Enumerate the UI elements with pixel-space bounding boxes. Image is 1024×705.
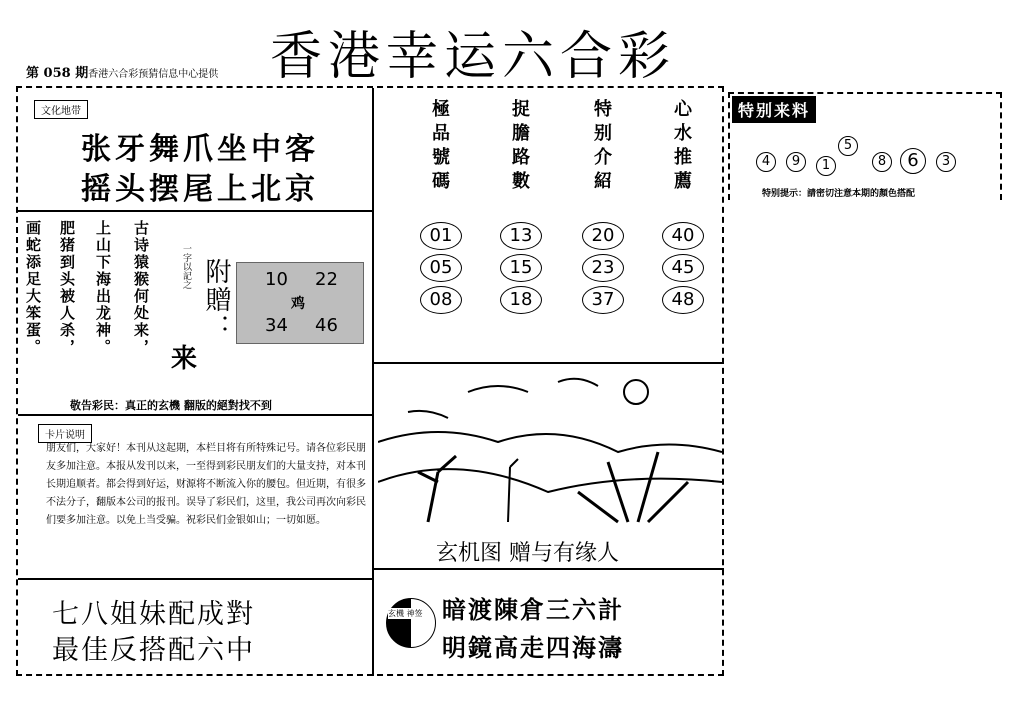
divider-bottom-right [374,568,724,570]
mystery-picture [378,372,722,532]
number-ball: 20 [582,222,624,250]
yinyang-text: 玄機 神签 [388,609,423,618]
recommend-header: 心水推薦 [674,99,692,192]
recommend-header: 捉膽路數 [512,99,530,192]
center-divider [372,88,374,676]
poem-note: 一字以記之 [181,244,191,289]
culture-badge: 文化地带 [34,100,88,119]
divider-top-right [374,362,724,364]
special-ball: 5 [838,136,858,156]
picture-caption: 玄机图 赠与有缘人 [436,541,619,566]
poem-answer: 来 [171,344,198,374]
special-ball: 4 [756,152,776,172]
bottom-left-line-2: 最佳反搭配六中 [52,635,255,666]
number-ball: 48 [662,286,704,314]
page-title: 香港幸运六合彩 [270,27,677,87]
special-ball: 3 [936,152,956,172]
gift-number-box [236,262,364,344]
special-ball: 9 [786,152,806,172]
bottom-right-line-1: 暗渡陳倉三六計 [442,595,624,624]
gift-number: 46 [315,315,338,336]
poem-column-2: 上山下海出龙神。 [94,220,112,356]
bottom-right-line-2: 明鏡高走四海濤 [442,633,624,662]
recommend-header: 極品號碼 [432,99,450,192]
number-ball: 01 [420,222,462,250]
issue-number: 第 058 期 [26,66,89,81]
yinyang-icon [386,598,436,648]
number-ball: 18 [500,286,542,314]
number-ball: 08 [420,286,462,314]
special-ball: 8 [872,152,892,172]
gift-number: 34 [265,315,288,336]
poem-column-4: 画蛇添足大笨蛋。 [24,220,42,356]
number-ball: 13 [500,222,542,250]
poem-column-3: 肥猪到头被人杀， [58,220,76,356]
warning-text: 敬告彩民：真正的玄機 翻版的絕對找不到 [70,399,272,412]
divider-bottom-left [18,578,372,580]
issue-line [26,62,218,81]
number-ball: 37 [582,286,624,314]
gift-zodiac: 鸡 [291,296,305,312]
number-ball: 40 [662,222,704,250]
poem-fuzeng: 附贈： [201,258,231,342]
special-tip: 特别提示：請密切注意本期的顏色搭配 [762,189,916,199]
bottom-left-line-1: 七八姐妹配成對 [52,599,255,630]
recommend-header: 特别介紹 [594,99,612,192]
gift-number: 10 [265,269,288,290]
divider-top-left [18,210,372,212]
number-ball: 15 [500,254,542,282]
divider-mid-left [18,414,372,416]
special-ball: 1 [816,156,836,176]
gift-number: 22 [315,269,338,290]
letter-text: 朋友们，大家好！本刊从这起期，本栏目将有所特殊记号。请各位彩民朋友多加注意。本报从发刊以来，一至得到彩民朋友们的大量支持，对本刊长期追顺者。都会得到好运，财源将不断流入你的腰包。但近期，有很多不法分子，翻版本公司的报刊。误导了彩民们，这里，我公司再次向彩民们要多加注意。以免上当受骗。祝彩民们金银如山；一切如愿。 [46,443,366,526]
special-label: 特别来料 [732,96,816,123]
number-ball: 23 [582,254,624,282]
special-ball: 6 [900,148,926,174]
poem-column-1: 古诗猿猴何处来， [132,220,150,356]
number-ball: 05 [420,254,462,282]
number-ball: 45 [662,254,704,282]
letter-badge: 卡片说明 [38,424,92,443]
slogan-block [40,130,360,210]
slogan-line-2: 摇头摆尾上北京 [81,172,319,207]
slogan-line-1: 张牙舞爪坐中客 [81,132,319,167]
issue-source: 香港六合彩预猜信息中心提供 [88,69,219,80]
